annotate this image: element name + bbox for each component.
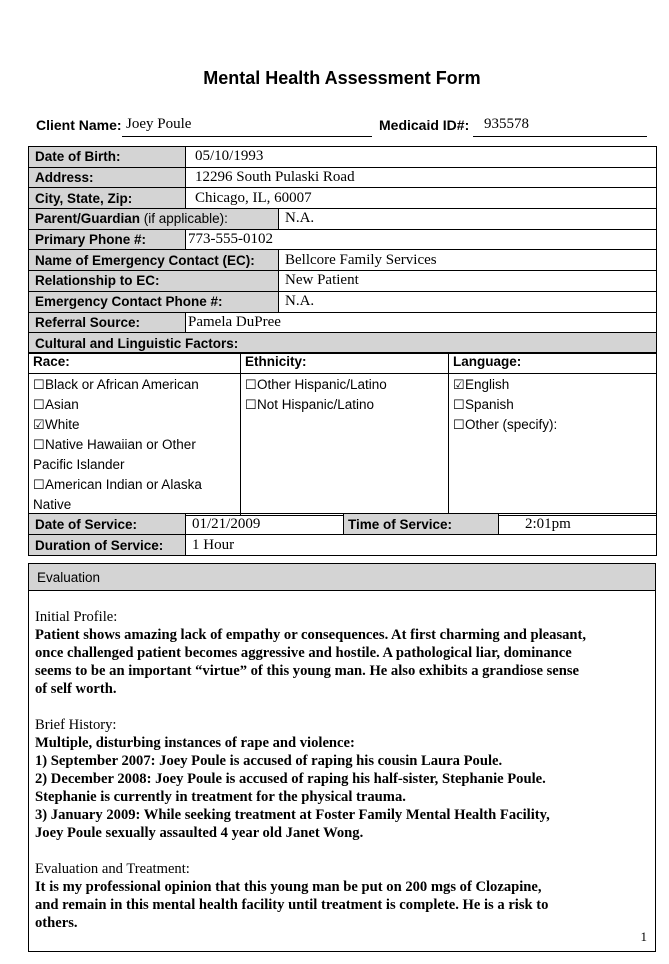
form-title: Mental Health Assessment Form <box>203 68 481 88</box>
ec-phone-label: Emergency Contact Phone #: <box>29 291 279 312</box>
address-value[interactable]: 12296 South Pulaski Road <box>186 167 657 188</box>
history-line: Joey Poule sexually assaulted 4 year old Janet Wong. <box>35 825 364 841</box>
evaluation-section <box>28 563 656 952</box>
dob-label: Date of Birth: <box>29 147 186 168</box>
client-name-label: Client Name: <box>36 117 122 133</box>
ethnicity-option[interactable] <box>245 375 444 395</box>
city-value[interactable]: Chicago, IL, 60007 <box>186 188 657 209</box>
time-of-service-value[interactable]: 2:01pm <box>499 514 657 535</box>
checkbox-icon[interactable]: ☐ <box>245 377 257 392</box>
city-label: City, State, Zip: <box>29 188 186 209</box>
race-option-label: Black or African American <box>45 377 199 392</box>
referral-label: Referral Source: <box>29 312 186 333</box>
profile-line: once challenged patient becomes aggressive and hostile. A pathological liar, dominance <box>35 645 572 661</box>
race-option[interactable] <box>33 475 236 515</box>
checkbox-icon[interactable]: ☐ <box>33 377 45 392</box>
ethnicity-option-label: Not Hispanic/Latino <box>257 397 375 412</box>
page-number: 1 <box>640 929 647 944</box>
evaluation-heading: Evaluation <box>29 564 655 591</box>
race-option[interactable] <box>33 395 236 415</box>
language-option-label: Spanish <box>465 397 514 412</box>
checkbox-icon[interactable]: ☐ <box>245 397 257 412</box>
duration-value[interactable]: 1 Hour <box>186 535 657 556</box>
race-option[interactable] <box>33 375 236 395</box>
language-option[interactable] <box>453 415 652 435</box>
history-line: 3) January 2009: While seeking treatment at Foster Family Mental Health Facility, <box>35 807 550 823</box>
parent-value[interactable]: N.A. <box>279 209 657 230</box>
client-info-table <box>28 146 657 354</box>
parent-label <box>29 209 279 230</box>
checked-checkbox-icon[interactable]: ☑ <box>453 377 465 392</box>
relationship-value[interactable]: New Patient <box>279 271 657 292</box>
ethnicity-options <box>241 374 449 516</box>
race-option-label: Asian <box>45 397 79 412</box>
demographics-table <box>28 352 657 516</box>
parent-label-text: Parent/Guardian <box>35 211 141 227</box>
evaluation-text[interactable] <box>35 608 647 950</box>
race-label: Race: <box>29 353 241 374</box>
race-option-label: Native Hawaiian or Other Pacific Islander <box>33 437 196 472</box>
race-options <box>29 374 241 516</box>
treatment-line: It is my professional opinion that this young man be put on 200 mgs of Clozapine, <box>35 879 542 895</box>
checkbox-icon[interactable]: ☐ <box>33 397 45 412</box>
checkbox-icon[interactable]: ☐ <box>453 397 465 412</box>
language-option[interactable] <box>453 375 652 395</box>
medicaid-underline <box>473 136 647 137</box>
date-of-service-value[interactable]: 01/21/2009 <box>186 514 344 535</box>
date-of-service-label: Date of Service: <box>29 514 186 535</box>
history-line: Multiple, disturbing instances of rape and violence: <box>35 735 355 751</box>
language-option-label: English <box>465 377 510 392</box>
checked-checkbox-icon[interactable]: ☑ <box>33 417 45 432</box>
history-line: 2) December 2008: Joey Poule is accused of raping his half-sister, Stephanie Poule. <box>35 771 546 787</box>
address-label: Address: <box>29 167 186 188</box>
race-option-label: White <box>45 417 80 432</box>
treatment-line: and remain in this mental health facility until treatment is complete. He is a risk to <box>35 897 549 913</box>
parent-label-note: (if applicable): <box>143 211 228 227</box>
medicaid-value[interactable]: 935578 <box>484 116 529 132</box>
race-option[interactable] <box>33 435 236 475</box>
language-options <box>449 374 657 516</box>
profile-line: Patient shows amazing lack of empathy or consequences. At first charming and pleasant, <box>35 627 587 643</box>
history-title: Brief History: <box>35 717 117 733</box>
phone-value[interactable]: 773-555-0102 <box>186 229 657 250</box>
race-option-label: American Indian or Alaska Native <box>33 477 202 512</box>
treatment-title: Evaluation and Treatment: <box>35 861 190 877</box>
race-option[interactable] <box>33 415 236 435</box>
checkbox-icon[interactable]: ☐ <box>453 417 465 432</box>
service-table <box>28 513 657 556</box>
profile-line: seems to be an important “virtue” of this young man. He also exhibits a grandiose sense <box>35 663 580 679</box>
history-line: Stephanie is currently in treatment for the physical trauma. <box>35 789 406 805</box>
ethnicity-option[interactable] <box>245 395 444 415</box>
referral-value[interactable]: Pamela DuPree <box>186 312 657 333</box>
language-option-label: Other (specify): <box>465 417 558 432</box>
phone-label: Primary Phone #: <box>29 229 186 250</box>
profile-line: of self worth. <box>35 681 117 697</box>
language-label: Language: <box>449 353 657 374</box>
treatment-line: others. <box>35 915 78 931</box>
profile-title: Initial Profile: <box>35 609 118 625</box>
duration-label: Duration of Service: <box>29 535 186 556</box>
ethnicity-option-label: Other Hispanic/Latino <box>257 377 387 392</box>
dob-value[interactable]: 05/10/1993 <box>186 147 657 168</box>
client-name-value[interactable]: Joey Poule <box>126 116 192 132</box>
relationship-label: Relationship to EC: <box>29 271 279 292</box>
ethnicity-label: Ethnicity: <box>241 353 449 374</box>
time-of-service-label: Time of Service: <box>344 514 499 535</box>
checkbox-icon[interactable]: ☐ <box>33 437 45 452</box>
checkbox-icon[interactable]: ☐ <box>33 477 45 492</box>
ec-phone-value[interactable]: N.A. <box>279 291 657 312</box>
client-name-underline <box>122 136 372 137</box>
history-line: 1) September 2007: Joey Poule is accused of raping his cousin Laura Poule. <box>35 753 503 769</box>
language-option[interactable] <box>453 395 652 415</box>
cultural-factors-label: Cultural and Linguistic Factors: <box>29 333 657 354</box>
ec-label: Name of Emergency Contact (EC): <box>29 250 279 271</box>
ec-value[interactable]: Bellcore Family Services <box>279 250 657 271</box>
medicaid-label: Medicaid ID#: <box>379 117 470 133</box>
